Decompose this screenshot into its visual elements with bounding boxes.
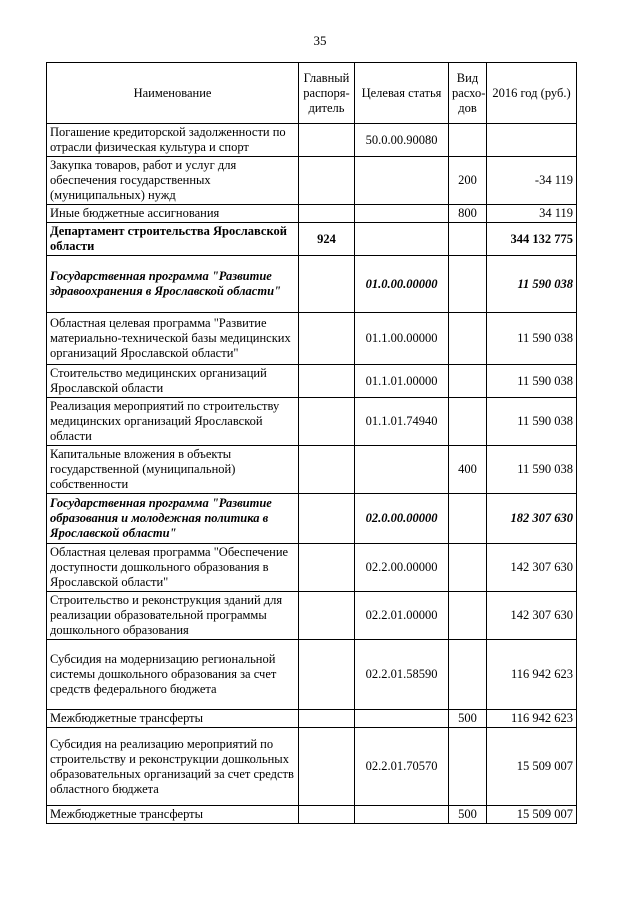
header-manager: Главный распоря-дитель (299, 63, 355, 124)
cell-sum: 142 307 630 (487, 544, 577, 592)
cell-name: Межбюджетные трансферты (47, 710, 299, 728)
header-sum: 2016 год (руб.) (487, 63, 577, 124)
cell-manager (299, 205, 355, 223)
cell-kind (449, 398, 487, 446)
cell-kind (449, 365, 487, 398)
table-row (47, 494, 577, 544)
cell-manager (299, 446, 355, 494)
cell-sum: 182 307 630 (487, 494, 577, 544)
cell-kind: 800 (449, 205, 487, 223)
table-row (47, 446, 577, 494)
cell-kind (449, 728, 487, 806)
cell-article: 02.2.01.58590 (355, 640, 449, 710)
cell-article: 02.2.00.00000 (355, 544, 449, 592)
table-row (47, 256, 577, 313)
cell-manager (299, 256, 355, 313)
cell-article: 50.0.00.90080 (355, 124, 449, 157)
cell-name: Государственная программа "Развитие образования и молодежная политика в Ярославской области" (47, 494, 299, 544)
cell-name: Субсидия на реализацию мероприятий по строительству и реконструкции дошкольных образовательных организаций за счет средств областного бюджета (47, 728, 299, 806)
cell-name: Закупка товаров, работ и услуг для обеспечения государственных (муниципальных) нужд (47, 157, 299, 205)
cell-sum: 344 132 775 (487, 223, 577, 256)
cell-article: 01.1.01.74940 (355, 398, 449, 446)
cell-article: 01.1.00.00000 (355, 313, 449, 365)
cell-manager (299, 157, 355, 205)
cell-article: 02.2.01.70570 (355, 728, 449, 806)
header-kind: Вид расхо-дов (449, 63, 487, 124)
cell-manager (299, 710, 355, 728)
cell-name: Субсидия на модернизацию региональной системы дошкольного образования за счет средств федерального бюджета (47, 640, 299, 710)
budget-table (46, 62, 577, 824)
cell-sum: 11 590 038 (487, 256, 577, 313)
cell-manager (299, 640, 355, 710)
table-row (47, 313, 577, 365)
cell-manager (299, 806, 355, 824)
cell-article (355, 223, 449, 256)
cell-article (355, 806, 449, 824)
header-article: Целевая статья (355, 63, 449, 124)
cell-manager (299, 728, 355, 806)
cell-sum (487, 124, 577, 157)
cell-sum: 116 942 623 (487, 640, 577, 710)
cell-kind (449, 544, 487, 592)
cell-kind: 200 (449, 157, 487, 205)
cell-name: Межбюджетные трансферты (47, 806, 299, 824)
table-row (47, 398, 577, 446)
cell-manager (299, 124, 355, 157)
cell-kind (449, 124, 487, 157)
table-row (47, 544, 577, 592)
cell-manager (299, 365, 355, 398)
cell-name: Областная целевая программа "Обеспечение доступности дошкольного образования в Ярославской области" (47, 544, 299, 592)
table-body (47, 124, 577, 824)
cell-article (355, 446, 449, 494)
table-row (47, 124, 577, 157)
cell-name: Строительство и реконструкция зданий для реализации образовательной программы дошкольного образования (47, 592, 299, 640)
cell-kind: 400 (449, 446, 487, 494)
cell-article: 01.1.01.00000 (355, 365, 449, 398)
table-row (47, 223, 577, 256)
cell-sum: 11 590 038 (487, 398, 577, 446)
cell-manager (299, 398, 355, 446)
cell-name: Погашение кредиторской задолженности по отрасли физическая культура и спорт (47, 124, 299, 157)
cell-name: Стоительство медицинских организаций Ярославской области (47, 365, 299, 398)
cell-sum: -34 119 (487, 157, 577, 205)
cell-sum: 15 509 007 (487, 806, 577, 824)
table-row (47, 592, 577, 640)
cell-kind (449, 223, 487, 256)
cell-manager: 924 (299, 223, 355, 256)
cell-name: Иные бюджетные ассигнования (47, 205, 299, 223)
table-row (47, 806, 577, 824)
table-row (47, 640, 577, 710)
cell-article (355, 710, 449, 728)
cell-article (355, 205, 449, 223)
cell-manager (299, 592, 355, 640)
cell-sum: 116 942 623 (487, 710, 577, 728)
cell-article: 02.2.01.00000 (355, 592, 449, 640)
table-row (47, 205, 577, 223)
cell-sum: 11 590 038 (487, 313, 577, 365)
cell-kind (449, 256, 487, 313)
cell-sum: 34 119 (487, 205, 577, 223)
cell-kind: 500 (449, 806, 487, 824)
cell-manager (299, 313, 355, 365)
cell-name: Областная целевая программа "Развитие материально-технической базы медицинских организаций Ярославской области" (47, 313, 299, 365)
cell-kind: 500 (449, 710, 487, 728)
table-row (47, 710, 577, 728)
table-header-row (47, 63, 577, 124)
page-number: 35 (313, 33, 327, 48)
cell-manager (299, 544, 355, 592)
cell-name: Реализация мероприятий по строительству медицинских организаций Ярославской области (47, 398, 299, 446)
cell-manager (299, 494, 355, 544)
cell-name: Государственная программа "Развитие здравоохранения в Ярославской области" (47, 256, 299, 313)
cell-sum: 15 509 007 (487, 728, 577, 806)
cell-article (355, 157, 449, 205)
cell-sum: 142 307 630 (487, 592, 577, 640)
table-row (47, 365, 577, 398)
cell-kind (449, 640, 487, 710)
cell-sum: 11 590 038 (487, 446, 577, 494)
table-row (47, 157, 577, 205)
cell-sum: 11 590 038 (487, 365, 577, 398)
header-name: Наименование (47, 63, 299, 124)
cell-article: 02.0.00.00000 (355, 494, 449, 544)
cell-name: Департамент строительства Ярославской области (47, 223, 299, 256)
cell-kind (449, 592, 487, 640)
cell-article: 01.0.00.00000 (355, 256, 449, 313)
cell-kind (449, 494, 487, 544)
cell-kind (449, 313, 487, 365)
cell-name: Капитальные вложения в объекты государственной (муниципальной) собственности (47, 446, 299, 494)
table-row (47, 728, 577, 806)
